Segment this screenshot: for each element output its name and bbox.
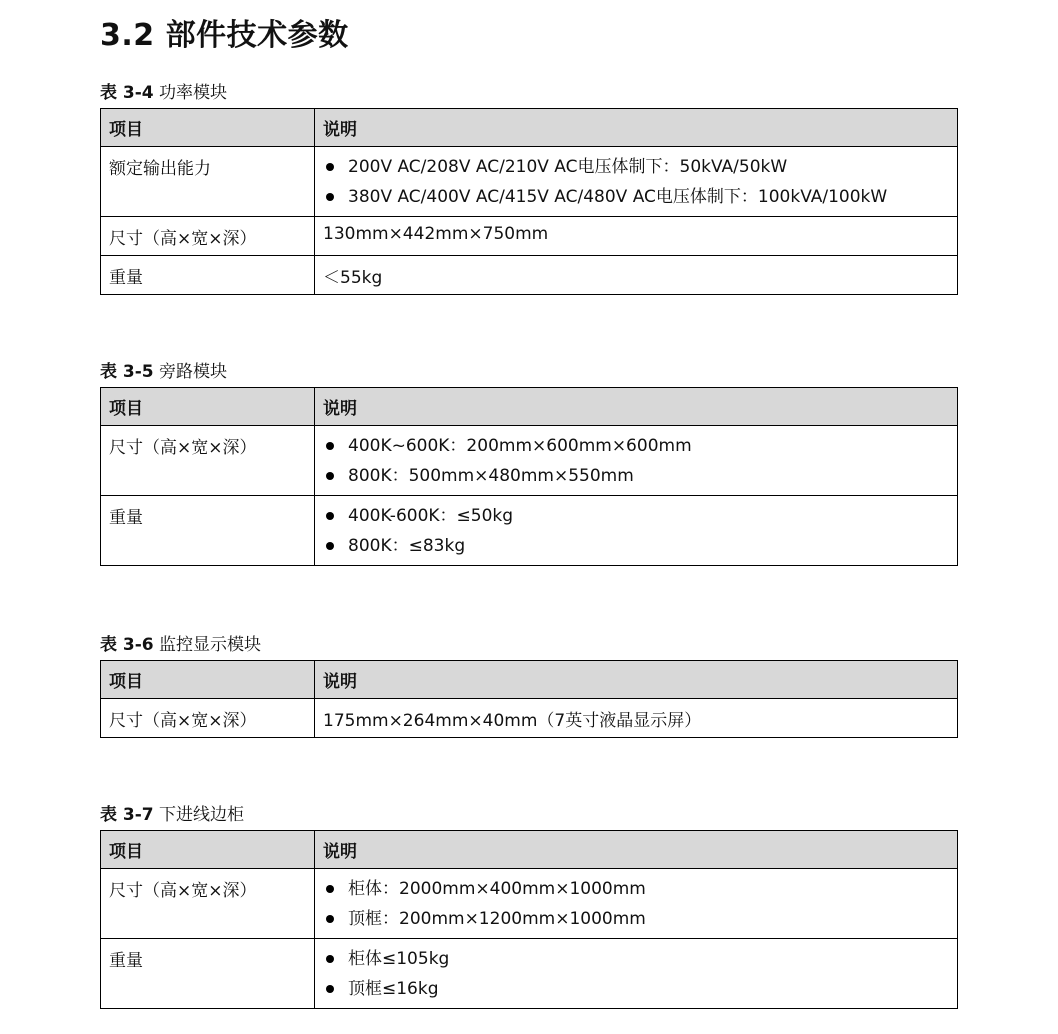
- table-header-row: [101, 831, 958, 869]
- caption-number: 表 3-5: [100, 362, 154, 382]
- list-item: [323, 946, 949, 976]
- list-item: [323, 976, 949, 1002]
- table-row: [101, 256, 958, 295]
- table-3-5-caption: [100, 357, 227, 382]
- bullet-icon: [326, 885, 334, 893]
- header-item: 项目: [101, 831, 315, 869]
- bullet-icon: [326, 542, 334, 550]
- table-monitor-display-module: [100, 660, 958, 738]
- bullet-list: [323, 503, 949, 559]
- list-item: [323, 906, 949, 932]
- bullet-icon: [326, 955, 334, 963]
- table-3-6-caption: [100, 630, 261, 655]
- list-item: [323, 503, 949, 533]
- header-desc: 说明: [315, 109, 958, 147]
- list-item: [323, 463, 949, 489]
- cell-desc: [315, 869, 958, 939]
- table-row: [101, 496, 958, 566]
- table-header-row: [101, 388, 958, 426]
- cell-desc: ＜55kg: [315, 256, 958, 295]
- header-desc: 说明: [315, 661, 958, 699]
- header-item: 项目: [101, 388, 315, 426]
- table-power-module: [100, 108, 958, 295]
- list-item: [323, 433, 949, 463]
- caption-number: 表 3-6: [100, 635, 154, 655]
- list-item-text: 柜体≤105kg: [348, 949, 450, 969]
- list-item-text: 200V AC/208V AC/210V AC电压体制下：50kVA/50kW: [348, 157, 788, 177]
- bullet-list: [323, 946, 949, 1002]
- table-header-row: [101, 109, 958, 147]
- caption-title: 功率模块: [159, 83, 228, 103]
- header-desc: 说明: [315, 388, 958, 426]
- cell-item: 尺寸（高×宽×深）: [101, 426, 315, 496]
- bullet-list: [323, 876, 949, 932]
- bullet-list: [323, 433, 949, 489]
- cell-item: 尺寸（高×宽×深）: [101, 869, 315, 939]
- list-item: [323, 184, 949, 210]
- table-header-row: [101, 661, 958, 699]
- table-3-7-caption: [100, 800, 244, 825]
- bullet-list: [323, 154, 949, 210]
- list-item-text: 400K~600K：200mm×600mm×600mm: [348, 436, 692, 456]
- list-item: [323, 154, 949, 184]
- cell-item: 重量: [101, 939, 315, 1009]
- caption-number: 表 3-7: [100, 805, 154, 825]
- section-heading: 3.2 部件技术参数: [100, 18, 349, 53]
- cell-desc: [315, 496, 958, 566]
- bullet-icon: [326, 472, 334, 480]
- cell-item: 重量: [101, 256, 315, 295]
- cell-desc: [315, 147, 958, 217]
- list-item-text: 柜体：2000mm×400mm×1000mm: [348, 879, 646, 899]
- list-item-text: 800K：≤83kg: [348, 536, 466, 556]
- cell-item: 重量: [101, 496, 315, 566]
- table-row: [101, 939, 958, 1009]
- cell-item: 尺寸（高×宽×深）: [101, 217, 315, 256]
- table-bottom-entry-cabinet: [100, 830, 958, 1009]
- table-row: [101, 699, 958, 738]
- header-item: 项目: [101, 661, 315, 699]
- bullet-icon: [326, 985, 334, 993]
- bullet-icon: [326, 512, 334, 520]
- bullet-icon: [326, 193, 334, 201]
- list-item-text: 800K：500mm×480mm×550mm: [348, 466, 634, 486]
- header-item: 项目: [101, 109, 315, 147]
- cell-item: 额定输出能力: [101, 147, 315, 217]
- bullet-icon: [326, 915, 334, 923]
- cell-desc: [315, 939, 958, 1009]
- cell-desc: 130mm×442mm×750mm: [315, 217, 958, 256]
- cell-item: 尺寸（高×宽×深）: [101, 699, 315, 738]
- list-item-text: 400K-600K：≤50kg: [348, 506, 514, 526]
- bullet-icon: [326, 163, 334, 171]
- table-bypass-module: [100, 387, 958, 566]
- caption-title: 监控显示模块: [159, 635, 262, 655]
- table-3-4-caption: [100, 78, 227, 103]
- table-row: [101, 147, 958, 217]
- list-item-text: 顶框：200mm×1200mm×1000mm: [348, 909, 646, 929]
- caption-title: 下进线边柜: [159, 805, 245, 825]
- list-item: [323, 533, 949, 559]
- list-item: [323, 876, 949, 906]
- caption-number: 表 3-4: [100, 83, 154, 103]
- table-row: [101, 426, 958, 496]
- cell-desc: 175mm×264mm×40mm（7英寸液晶显示屏）: [315, 699, 958, 738]
- cell-desc: [315, 426, 958, 496]
- list-item-text: 顶框≤16kg: [348, 979, 439, 999]
- caption-title: 旁路模块: [159, 362, 228, 382]
- table-row: [101, 869, 958, 939]
- list-item-text: 380V AC/400V AC/415V AC/480V AC电压体制下：100kVA/100kW: [348, 187, 888, 207]
- header-desc: 说明: [315, 831, 958, 869]
- bullet-icon: [326, 442, 334, 450]
- table-row: [101, 217, 958, 256]
